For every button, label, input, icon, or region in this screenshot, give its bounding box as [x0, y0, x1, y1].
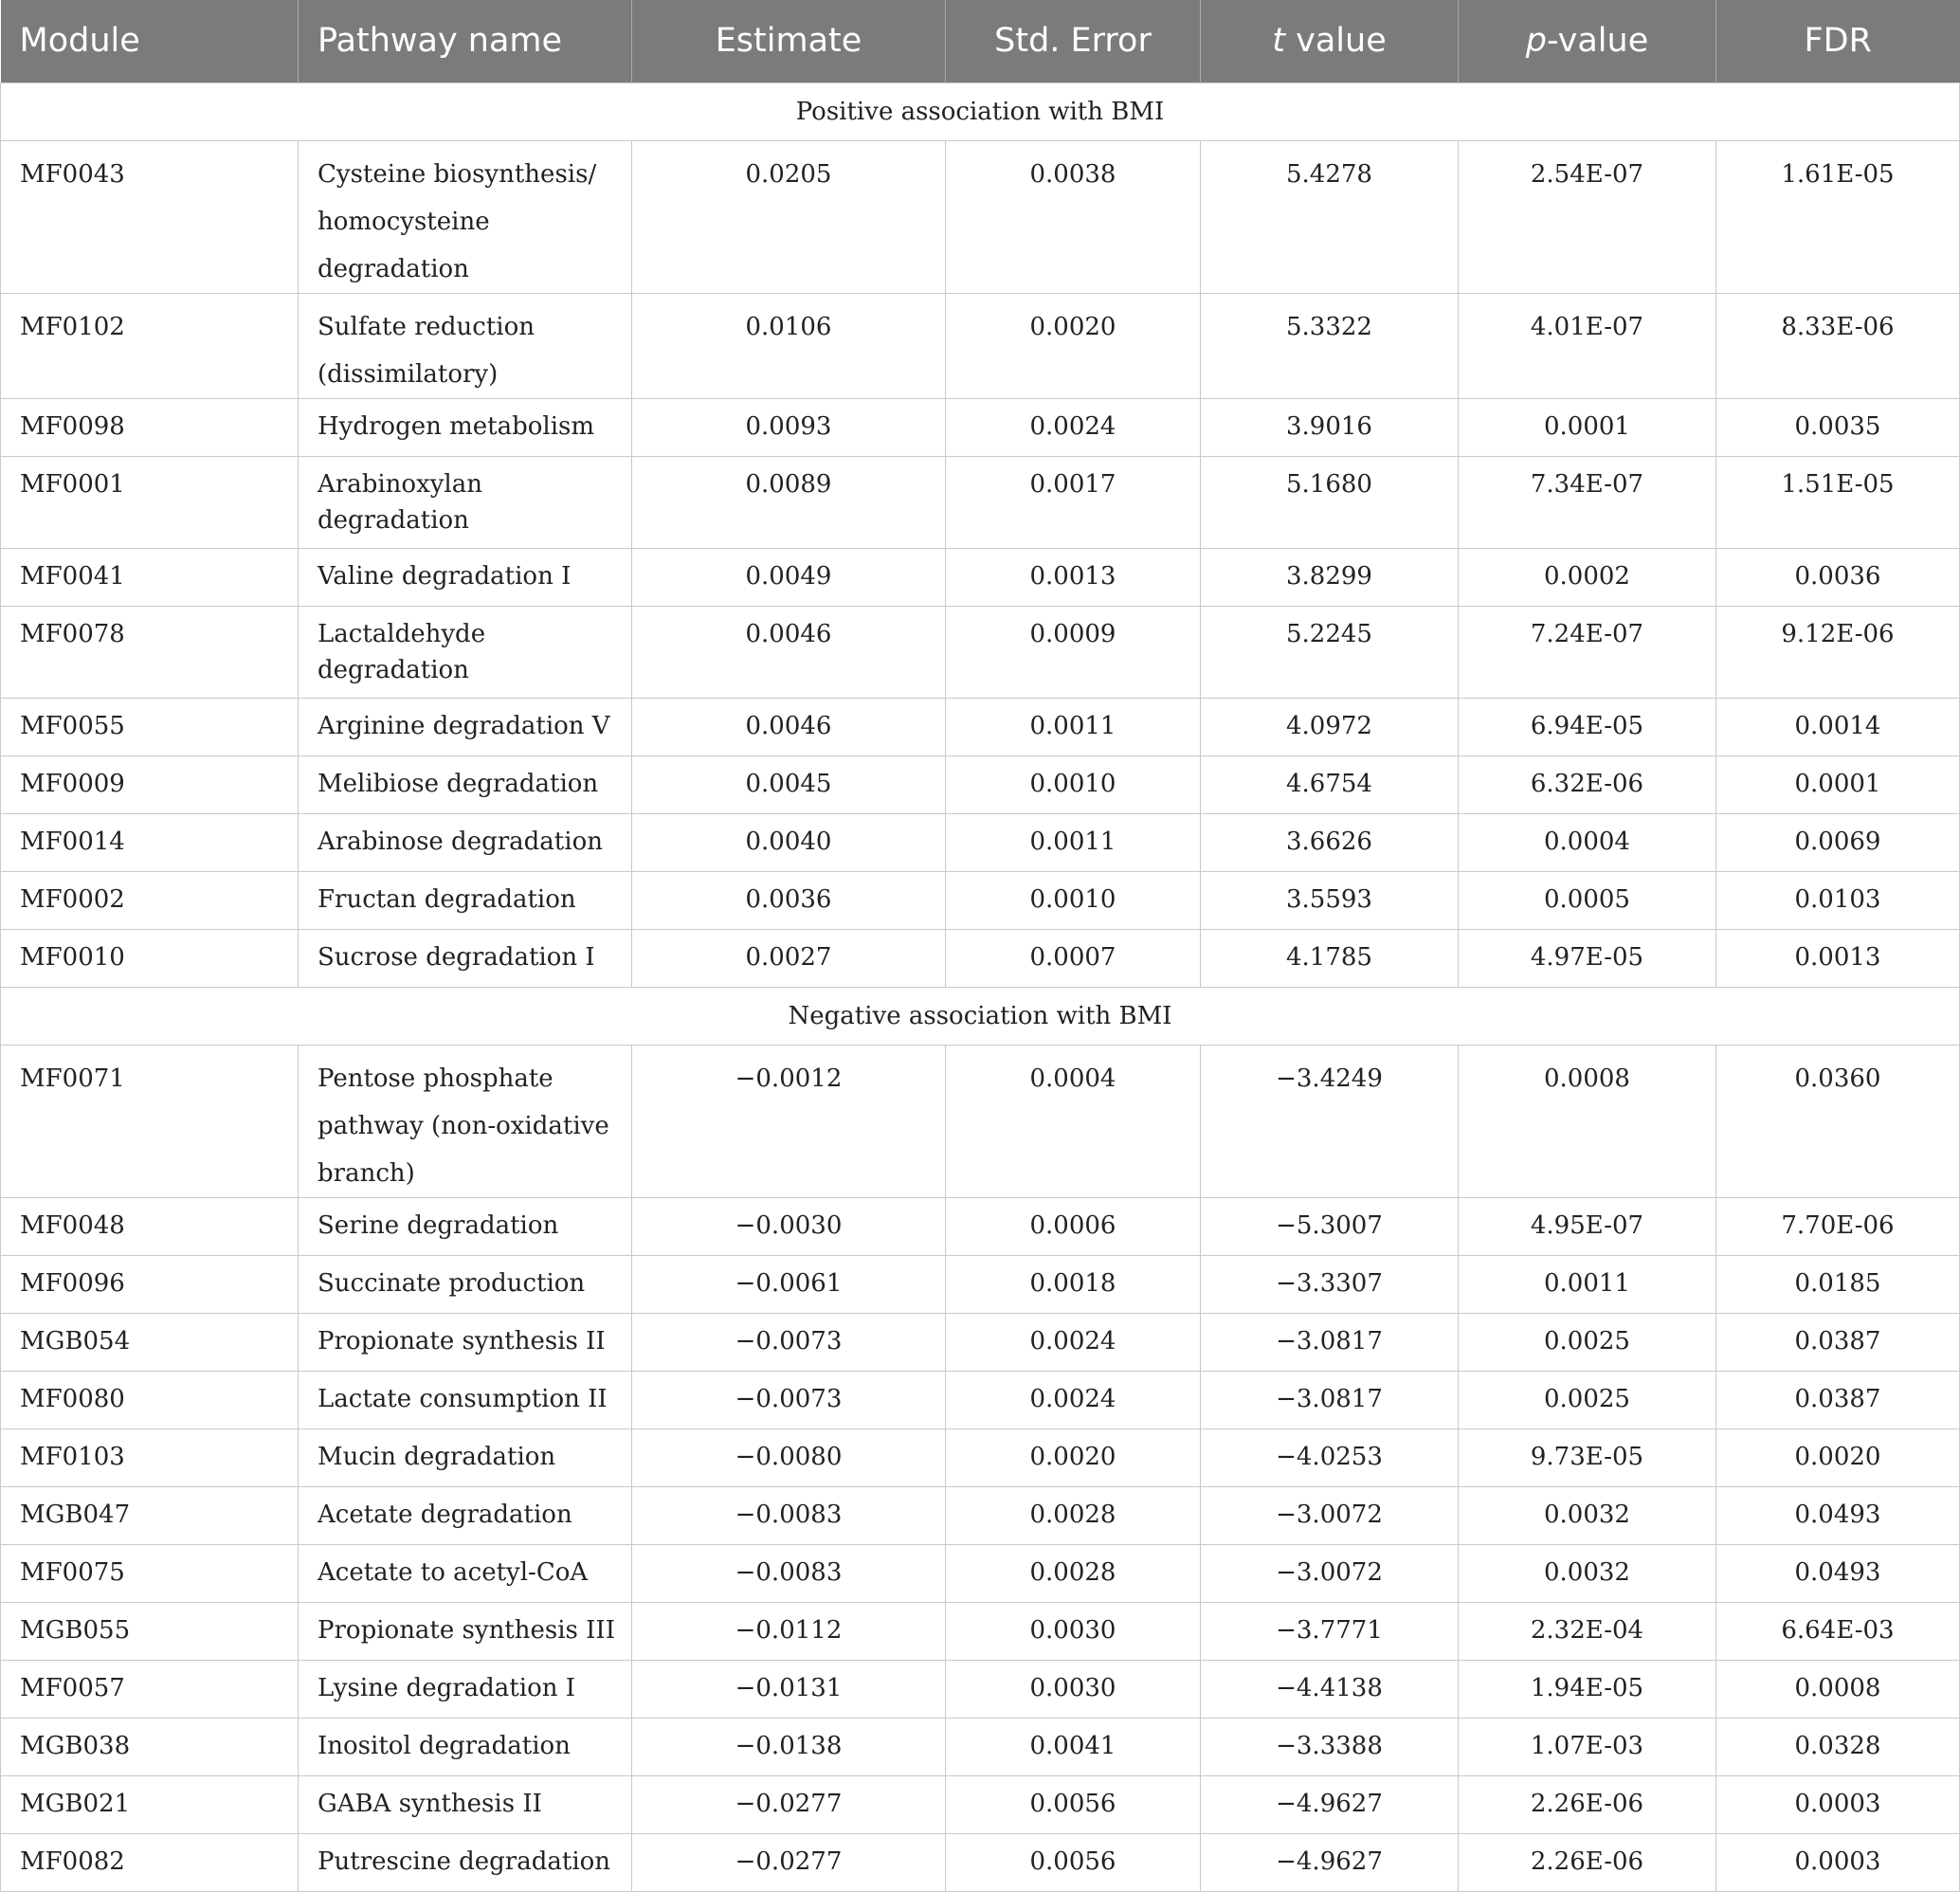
cell-estimate: −0.0073 — [632, 1313, 946, 1371]
table-row — [1, 1544, 1960, 1602]
cell-pathway: Lactate consumption II — [299, 1371, 632, 1428]
cell-pathway — [299, 1045, 632, 1197]
table-row — [1, 871, 1960, 929]
cell-fdr: 0.0387 — [1716, 1371, 1960, 1428]
cell-p-value: 7.34E-07 — [1459, 456, 1716, 548]
table-row — [1, 1371, 1960, 1428]
table-row — [1, 698, 1960, 755]
cell-std-error: 0.0030 — [946, 1660, 1201, 1718]
cell-std-error: 0.0010 — [946, 755, 1201, 813]
cell-t-value: −3.7771 — [1201, 1602, 1459, 1660]
cell-module: MF0102 — [1, 293, 299, 398]
cell-t-value: −3.4249 — [1201, 1045, 1459, 1197]
cell-fdr: 7.70E-06 — [1716, 1197, 1960, 1255]
cell-std-error: 0.0011 — [946, 698, 1201, 755]
header-std-error: Std. Error — [946, 0, 1201, 82]
pathway-line: homocysteine degradation — [318, 207, 490, 283]
cell-module: MF0096 — [1, 1255, 299, 1313]
cell-module: MF0103 — [1, 1428, 299, 1486]
cell-std-error: 0.0024 — [946, 398, 1201, 456]
cell-estimate: 0.0089 — [632, 456, 946, 548]
cell-module: MGB054 — [1, 1313, 299, 1371]
cell-fdr: 0.0001 — [1716, 755, 1960, 813]
cell-t-value: 3.6626 — [1201, 813, 1459, 871]
cell-std-error: 0.0013 — [946, 548, 1201, 606]
cell-p-value: 0.0002 — [1459, 548, 1716, 606]
cell-pathway: Sucrose degradation I — [299, 929, 632, 987]
cell-p-value: 0.0001 — [1459, 398, 1716, 456]
cell-module: MF0048 — [1, 1197, 299, 1255]
cell-estimate: 0.0046 — [632, 698, 946, 755]
cell-pathway: Acetate degradation — [299, 1486, 632, 1544]
table-row — [1, 1045, 1960, 1197]
cell-pathway: Propionate synthesis II — [299, 1313, 632, 1371]
table-row — [1, 1313, 1960, 1371]
cell-pathway: Lysine degradation I — [299, 1660, 632, 1718]
cell-fdr: 0.0003 — [1716, 1833, 1960, 1891]
cell-pathway: Acetate to acetyl-CoA — [299, 1544, 632, 1602]
cell-pathway: Arabinose degradation — [299, 813, 632, 871]
table-row — [1, 755, 1960, 813]
header-t-value — [1201, 0, 1459, 82]
table-row — [1, 1602, 1960, 1660]
table-row — [1, 456, 1960, 548]
cell-fdr: 0.0328 — [1716, 1718, 1960, 1775]
cell-p-value: 1.94E-05 — [1459, 1660, 1716, 1718]
cell-p-value: 2.26E-06 — [1459, 1833, 1716, 1891]
cell-estimate: 0.0205 — [632, 140, 946, 293]
cell-t-value: 3.5593 — [1201, 871, 1459, 929]
cell-module: MF0014 — [1, 813, 299, 871]
cell-p-value: 6.94E-05 — [1459, 698, 1716, 755]
cell-estimate: −0.0277 — [632, 1833, 946, 1891]
pathway-line: Pentose phosphate — [318, 1064, 554, 1093]
pathway-line: (dissimilatory) — [318, 359, 499, 389]
table-row — [1, 293, 1960, 398]
cell-estimate: −0.0012 — [632, 1045, 946, 1197]
cell-t-value: −4.0253 — [1201, 1428, 1459, 1486]
header-p-value — [1459, 0, 1716, 82]
cell-t-value: 5.4278 — [1201, 140, 1459, 293]
cell-p-value: 2.32E-04 — [1459, 1602, 1716, 1660]
header-p-rest: -value — [1546, 22, 1649, 61]
cell-module: MF0055 — [1, 698, 299, 755]
table-row — [1, 813, 1960, 871]
cell-estimate: −0.0073 — [632, 1371, 946, 1428]
cell-pathway — [299, 293, 632, 398]
table-row — [1, 1718, 1960, 1775]
cell-p-value: 0.0008 — [1459, 1045, 1716, 1197]
cell-std-error: 0.0056 — [946, 1833, 1201, 1891]
cell-fdr: 0.0387 — [1716, 1313, 1960, 1371]
cell-p-value: 0.0011 — [1459, 1255, 1716, 1313]
cell-pathway: Valine degradation I — [299, 548, 632, 606]
cell-pathway: Succinate production — [299, 1255, 632, 1313]
header-fdr: FDR — [1716, 0, 1960, 82]
cell-t-value: −3.0817 — [1201, 1313, 1459, 1371]
cell-t-value: −3.0072 — [1201, 1544, 1459, 1602]
cell-t-value: 3.9016 — [1201, 398, 1459, 456]
cell-estimate: −0.0080 — [632, 1428, 946, 1486]
cell-p-value: 1.07E-03 — [1459, 1718, 1716, 1775]
cell-p-value: 7.24E-07 — [1459, 606, 1716, 698]
cell-fdr: 0.0020 — [1716, 1428, 1960, 1486]
header-p-italic: p — [1525, 22, 1547, 61]
table-row — [1, 1775, 1960, 1833]
cell-std-error: 0.0041 — [946, 1718, 1201, 1775]
pathway-line: branch) — [318, 1158, 415, 1188]
cell-fdr: 0.0014 — [1716, 698, 1960, 755]
cell-t-value: 4.1785 — [1201, 929, 1459, 987]
cell-fdr: 0.0360 — [1716, 1045, 1960, 1197]
cell-t-value: −3.3307 — [1201, 1255, 1459, 1313]
cell-module: MGB021 — [1, 1775, 299, 1833]
cell-std-error: 0.0007 — [946, 929, 1201, 987]
cell-std-error: 0.0011 — [946, 813, 1201, 871]
cell-p-value: 0.0025 — [1459, 1313, 1716, 1371]
cell-estimate: −0.0131 — [632, 1660, 946, 1718]
cell-estimate: 0.0049 — [632, 548, 946, 606]
cell-estimate: −0.0061 — [632, 1255, 946, 1313]
table-row — [1, 140, 1960, 293]
cell-fdr: 0.0103 — [1716, 871, 1960, 929]
cell-t-value: −4.9627 — [1201, 1833, 1459, 1891]
cell-t-value: 5.1680 — [1201, 456, 1459, 548]
cell-p-value: 0.0005 — [1459, 871, 1716, 929]
cell-fdr: 6.64E-03 — [1716, 1602, 1960, 1660]
cell-p-value: 0.0032 — [1459, 1486, 1716, 1544]
table-row — [1, 1833, 1960, 1891]
cell-estimate: −0.0030 — [632, 1197, 946, 1255]
cell-estimate: 0.0093 — [632, 398, 946, 456]
pathway-line: pathway (non-oxidative — [318, 1111, 609, 1140]
cell-estimate: 0.0046 — [632, 606, 946, 698]
cell-t-value: −3.0072 — [1201, 1486, 1459, 1544]
cell-pathway: Fructan degradation — [299, 871, 632, 929]
pathway-line: Cysteine biosynthesis/ — [318, 159, 597, 189]
cell-t-value: 4.0972 — [1201, 698, 1459, 755]
cell-estimate: −0.0112 — [632, 1602, 946, 1660]
cell-std-error: 0.0028 — [946, 1486, 1201, 1544]
cell-estimate: 0.0040 — [632, 813, 946, 871]
pathway-line: Sulfate reduction — [318, 312, 535, 341]
cell-pathway — [299, 140, 632, 293]
cell-p-value: 9.73E-05 — [1459, 1428, 1716, 1486]
cell-fdr: 1.61E-05 — [1716, 140, 1960, 293]
table-row — [1, 606, 1960, 698]
cell-module: MGB038 — [1, 1718, 299, 1775]
cell-fdr: 8.33E-06 — [1716, 293, 1960, 398]
table-row — [1, 1255, 1960, 1313]
cell-t-value: 3.8299 — [1201, 548, 1459, 606]
cell-pathway: Melibiose degradation — [299, 755, 632, 813]
header-module: Module — [19, 22, 140, 61]
section-positive — [1, 82, 1960, 140]
cell-pathway: Arabinoxylan degradation — [299, 456, 632, 548]
cell-fdr: 0.0493 — [1716, 1544, 1960, 1602]
cell-pathway: Mucin degradation — [299, 1428, 632, 1486]
cell-pathway: GABA synthesis II — [299, 1775, 632, 1833]
cell-module: MF0078 — [1, 606, 299, 698]
cell-std-error: 0.0017 — [946, 456, 1201, 548]
header-t-rest: value — [1285, 22, 1387, 61]
cell-pathway: Hydrogen metabolism — [299, 398, 632, 456]
cell-fdr: 0.0035 — [1716, 398, 1960, 456]
table-row — [1, 929, 1960, 987]
cell-std-error: 0.0024 — [946, 1371, 1201, 1428]
cell-p-value: 4.01E-07 — [1459, 293, 1716, 398]
table-row — [1, 1428, 1960, 1486]
cell-estimate: −0.0083 — [632, 1544, 946, 1602]
cell-pathway: Putrescine degradation — [299, 1833, 632, 1891]
cell-std-error: 0.0038 — [946, 140, 1201, 293]
cell-module: MF0071 — [1, 1045, 299, 1197]
table-row — [1, 398, 1960, 456]
cell-t-value: −3.3388 — [1201, 1718, 1459, 1775]
cell-pathway: Serine degradation — [299, 1197, 632, 1255]
cell-p-value: 0.0004 — [1459, 813, 1716, 871]
cell-t-value: −5.3007 — [1201, 1197, 1459, 1255]
section-positive-label: Positive association with BMI — [1, 82, 1960, 140]
cell-pathway: Arginine degradation V — [299, 698, 632, 755]
cell-p-value: 0.0025 — [1459, 1371, 1716, 1428]
cell-std-error: 0.0010 — [946, 871, 1201, 929]
cell-std-error: 0.0009 — [946, 606, 1201, 698]
cell-fdr: 0.0003 — [1716, 1775, 1960, 1833]
cell-estimate: 0.0036 — [632, 871, 946, 929]
cell-fdr: 0.0185 — [1716, 1255, 1960, 1313]
header-estimate: Estimate — [632, 0, 946, 82]
cell-module: MGB055 — [1, 1602, 299, 1660]
cell-t-value: −4.4138 — [1201, 1660, 1459, 1718]
cell-estimate: −0.0138 — [632, 1718, 946, 1775]
table-row — [1, 548, 1960, 606]
cell-p-value: 6.32E-06 — [1459, 755, 1716, 813]
header-row — [1, 0, 1960, 82]
cell-p-value: 4.95E-07 — [1459, 1197, 1716, 1255]
cell-fdr: 0.0069 — [1716, 813, 1960, 871]
cell-module: MF0001 — [1, 456, 299, 548]
table-row — [1, 1660, 1960, 1718]
cell-t-value: −4.9627 — [1201, 1775, 1459, 1833]
cell-p-value: 4.97E-05 — [1459, 929, 1716, 987]
cell-t-value: −3.0817 — [1201, 1371, 1459, 1428]
cell-fdr: 0.0036 — [1716, 548, 1960, 606]
cell-std-error: 0.0006 — [946, 1197, 1201, 1255]
header-t-italic: t — [1272, 22, 1285, 61]
cell-std-error: 0.0020 — [946, 293, 1201, 398]
header-pathway: Pathway name — [299, 0, 632, 82]
cell-module: MGB047 — [1, 1486, 299, 1544]
cell-module: MF0075 — [1, 1544, 299, 1602]
cell-p-value: 2.26E-06 — [1459, 1775, 1716, 1833]
section-negative — [1, 987, 1960, 1045]
cell-module: MF0082 — [1, 1833, 299, 1891]
cell-std-error: 0.0024 — [946, 1313, 1201, 1371]
cell-module: MF0043 — [1, 140, 299, 293]
cell-module: MF0009 — [1, 755, 299, 813]
cell-std-error: 0.0018 — [946, 1255, 1201, 1313]
cell-pathway: Lactaldehyde degradation — [299, 606, 632, 698]
cell-p-value: 2.54E-07 — [1459, 140, 1716, 293]
cell-t-value: 5.2245 — [1201, 606, 1459, 698]
cell-pathway: Propionate synthesis III — [299, 1602, 632, 1660]
cell-module: MF0002 — [1, 871, 299, 929]
cell-t-value: 4.6754 — [1201, 755, 1459, 813]
cell-module: MF0080 — [1, 1371, 299, 1428]
cell-estimate: −0.0083 — [632, 1486, 946, 1544]
cell-estimate: 0.0045 — [632, 755, 946, 813]
cell-std-error: 0.0004 — [946, 1045, 1201, 1197]
cell-pathway: Inositol degradation — [299, 1718, 632, 1775]
table-row — [1, 1197, 1960, 1255]
cell-module: MF0057 — [1, 1660, 299, 1718]
cell-std-error: 0.0020 — [946, 1428, 1201, 1486]
cell-estimate: 0.0027 — [632, 929, 946, 987]
cell-estimate: −0.0277 — [632, 1775, 946, 1833]
cell-fdr: 0.0008 — [1716, 1660, 1960, 1718]
cell-estimate: 0.0106 — [632, 293, 946, 398]
cell-std-error: 0.0028 — [946, 1544, 1201, 1602]
cell-p-value: 0.0032 — [1459, 1544, 1716, 1602]
section-negative-label: Negative association with BMI — [1, 987, 1960, 1045]
cell-fdr: 1.51E-05 — [1716, 456, 1960, 548]
cell-fdr: 0.0493 — [1716, 1486, 1960, 1544]
cell-module: MF0041 — [1, 548, 299, 606]
cell-std-error: 0.0030 — [946, 1602, 1201, 1660]
cell-module: MF0098 — [1, 398, 299, 456]
cell-module: MF0010 — [1, 929, 299, 987]
table-row — [1, 1486, 1960, 1544]
cell-fdr: 9.12E-06 — [1716, 606, 1960, 698]
cell-t-value: 5.3322 — [1201, 293, 1459, 398]
cell-fdr: 0.0013 — [1716, 929, 1960, 987]
cell-std-error: 0.0056 — [946, 1775, 1201, 1833]
